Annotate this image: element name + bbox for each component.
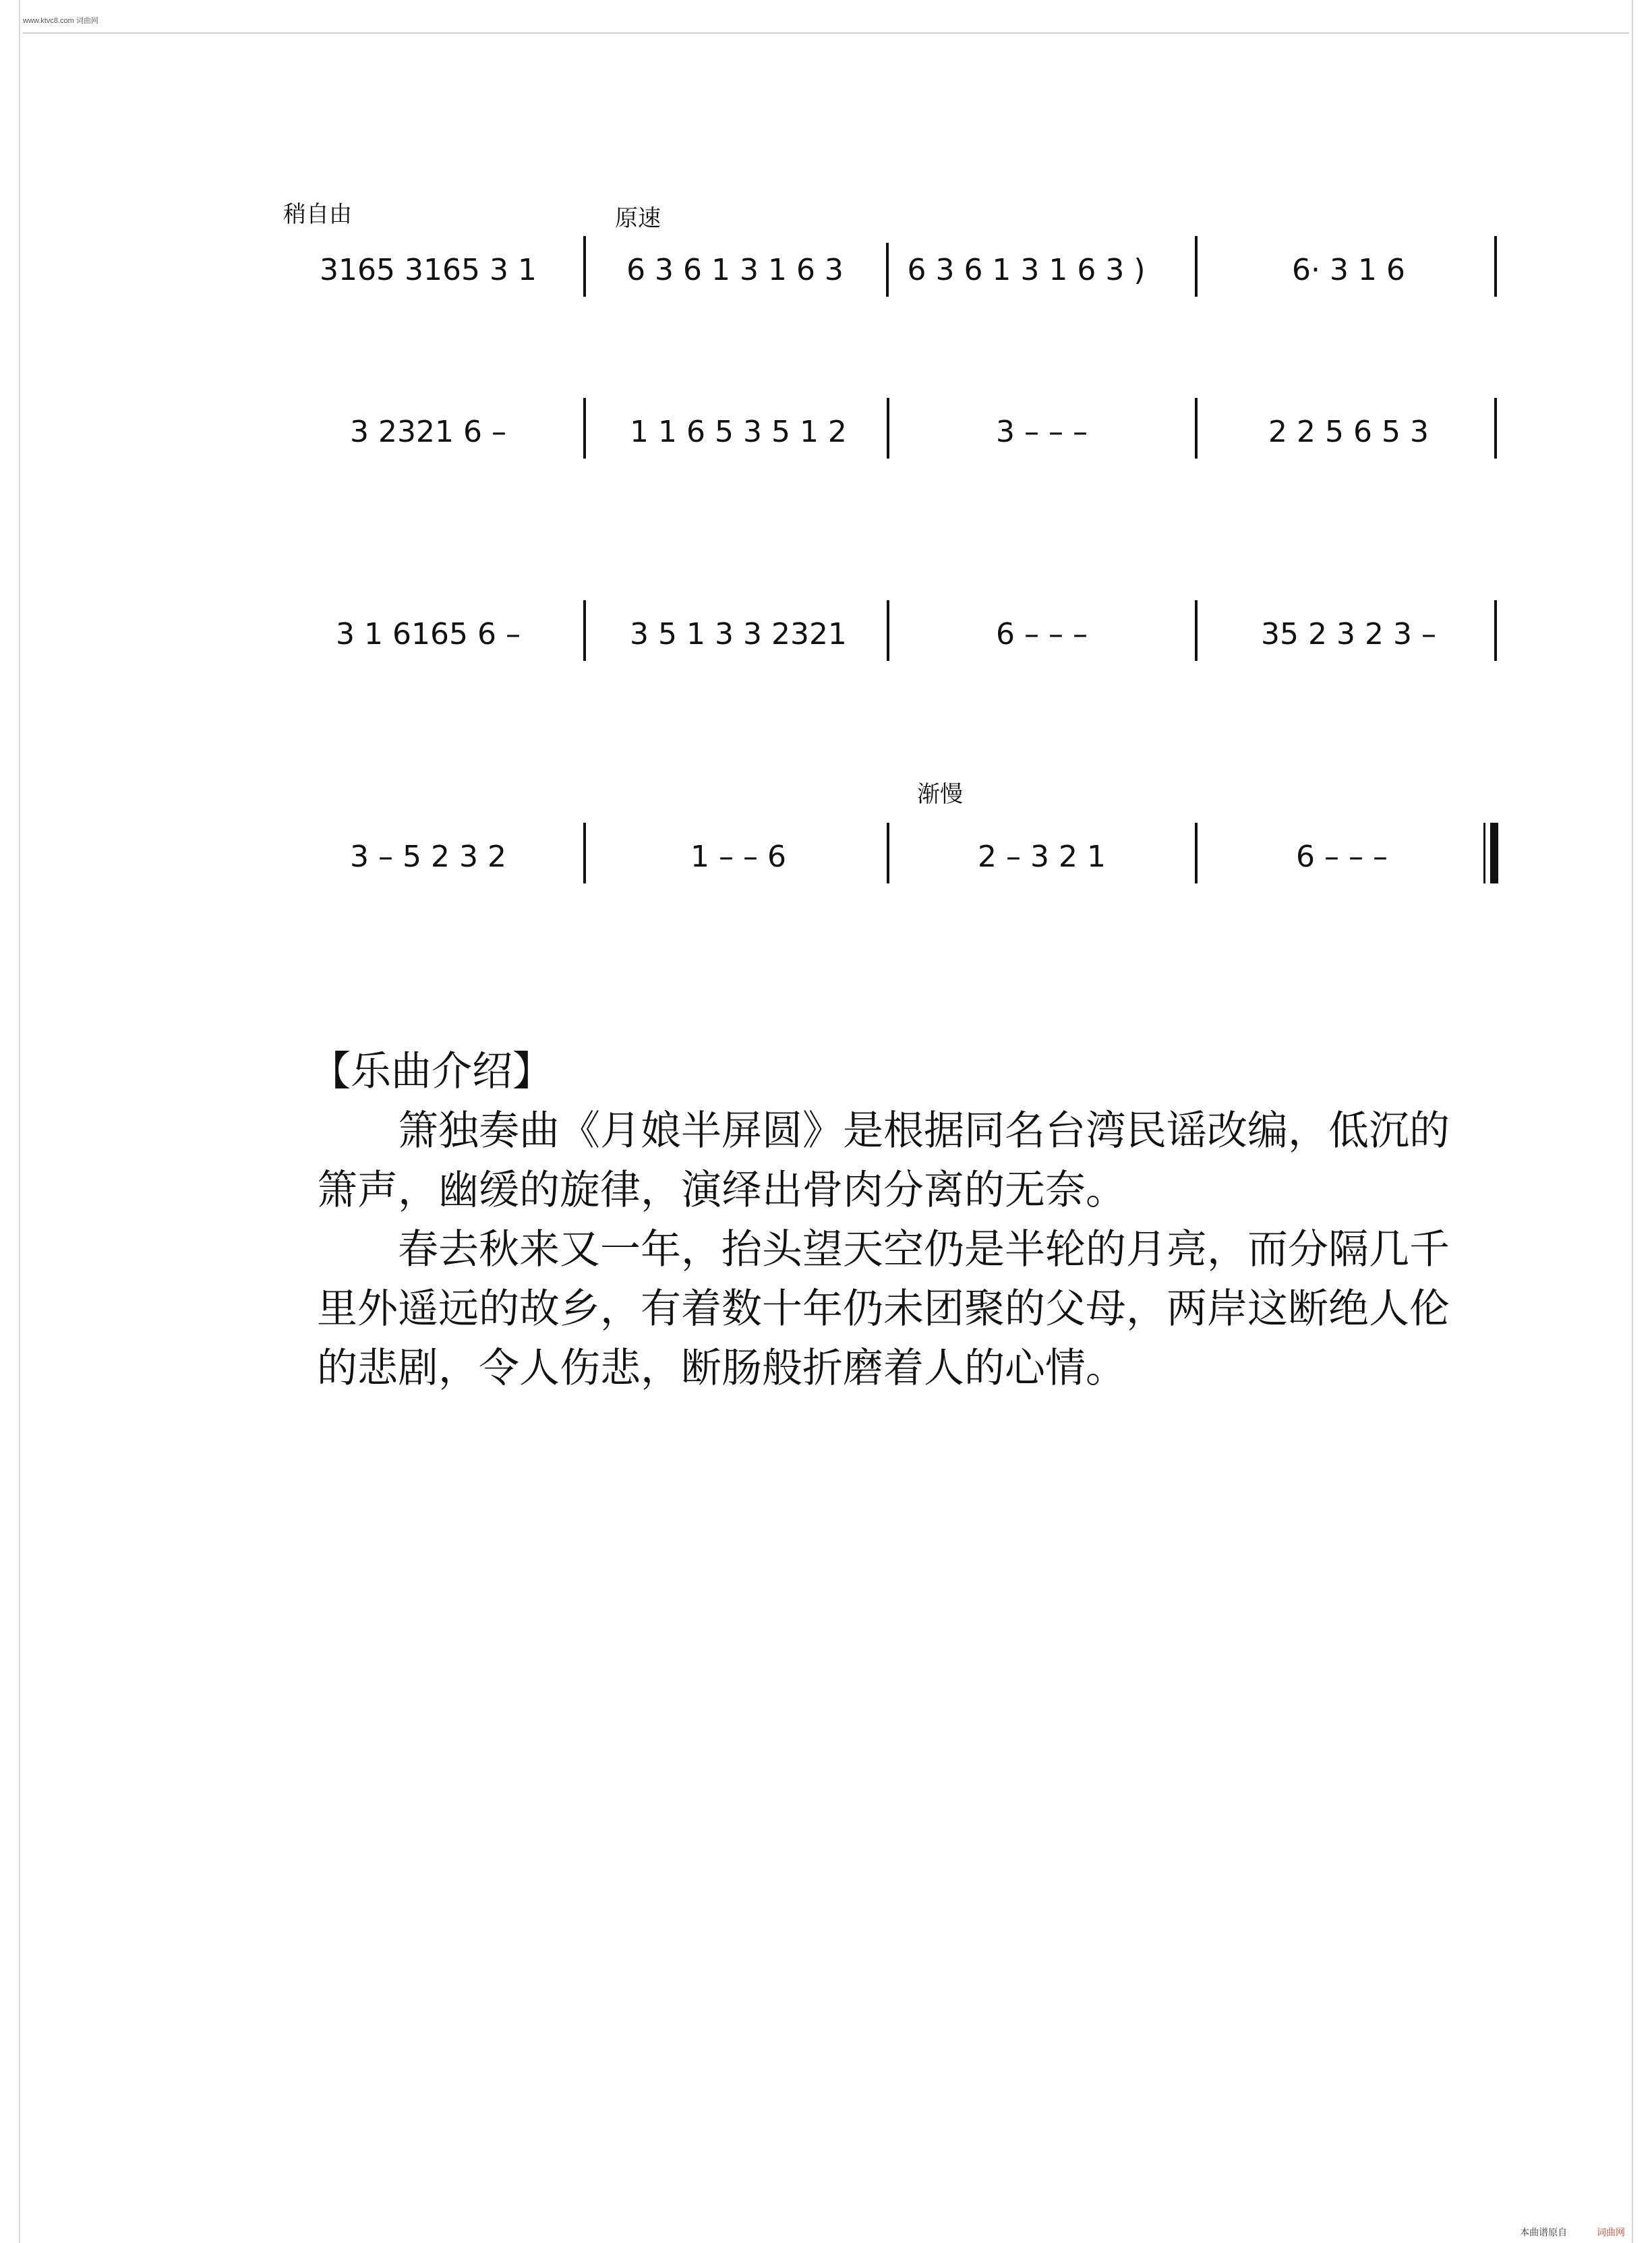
- bar-2-3: 3 – – –: [996, 414, 1088, 449]
- bar-2-4: 2 2 5 6 5 3: [1268, 414, 1429, 449]
- music-score: [0, 0, 1652, 944]
- barline: [583, 600, 586, 661]
- bar-4-3: 2 – 3 2 1: [978, 839, 1106, 874]
- footer: [1520, 2225, 1625, 2239]
- bar-1-2: 6 3 6 1 3 1 6 3: [626, 252, 844, 287]
- bar-4-4: 6 – – –: [1296, 839, 1388, 874]
- tempo-mark-2: 原速: [615, 205, 661, 232]
- intro-title: 【乐曲介绍】: [310, 1048, 553, 1095]
- final-barline-thin: [1483, 823, 1485, 883]
- bar-3-2: 3 5 1 3 3 2321: [630, 616, 847, 651]
- footer-site-logo: 词曲网: [1597, 2227, 1625, 2238]
- tempo-mark-3: 渐慢: [917, 781, 963, 808]
- bar-3-3: 6 – – –: [996, 616, 1088, 651]
- barline: [583, 236, 586, 297]
- barline: [1195, 823, 1198, 883]
- footer-source-text: 本曲谱原自: [1520, 2227, 1568, 2238]
- barline: [887, 823, 889, 883]
- final-barline-thick: [1490, 823, 1498, 883]
- intro-paragraph-1: 箫独奏曲《月娘半屏圆》是根据同名台湾民谣改编，低沉的箫声，幽缓的旋律，演绎出骨肉分离的无奈。: [317, 1107, 1450, 1214]
- barline: [583, 398, 586, 459]
- bar-4-2: 1 – – 6: [690, 839, 786, 874]
- bar-2-1: 3 2321 6 –: [350, 414, 506, 449]
- score-line-4: [276, 816, 1504, 897]
- barline: [1195, 236, 1198, 297]
- bar-1-1: 3165 3165 3 1: [320, 252, 537, 287]
- barline: [1494, 398, 1497, 459]
- score-line-1: [276, 229, 1504, 310]
- bar-2-2: 1 1 6 5 3 5 1 2: [630, 414, 847, 449]
- bar-3-4: 35 2 3 2 3 –: [1261, 616, 1436, 651]
- barline: [886, 243, 889, 297]
- tempo-mark-1: 稍自由: [283, 201, 352, 228]
- bar-4-1: 3 – 5 2 3 2: [350, 839, 506, 874]
- header-site: www.ktvc8.com 词曲网: [23, 17, 98, 25]
- barline: [1494, 236, 1497, 297]
- barline: [887, 398, 889, 459]
- barline: [887, 600, 889, 661]
- barline: [583, 823, 586, 883]
- score-line-3: [276, 593, 1504, 674]
- barline: [1195, 398, 1198, 459]
- bar-3-1: 3 1 6165 6 –: [336, 616, 521, 651]
- score-line-2: [276, 391, 1504, 472]
- intro-paragraph-2: 春去秋来又一年，抬头望天空仍是半轮的月亮，而分隔几千里外遥远的故乡，有着数十年仍未团聚的父母，两岸这断绝人伦的悲剧，令人伤悲，断肠般折磨着人的心情。: [317, 1226, 1450, 1392]
- barline: [1195, 600, 1198, 661]
- music-introduction: [310, 1042, 1477, 1398]
- barline: [1494, 600, 1497, 661]
- bar-1-4: 6· 3 1 6: [1292, 252, 1405, 287]
- bar-1-3: 6 3 6 1 3 1 6 3 ): [907, 252, 1146, 287]
